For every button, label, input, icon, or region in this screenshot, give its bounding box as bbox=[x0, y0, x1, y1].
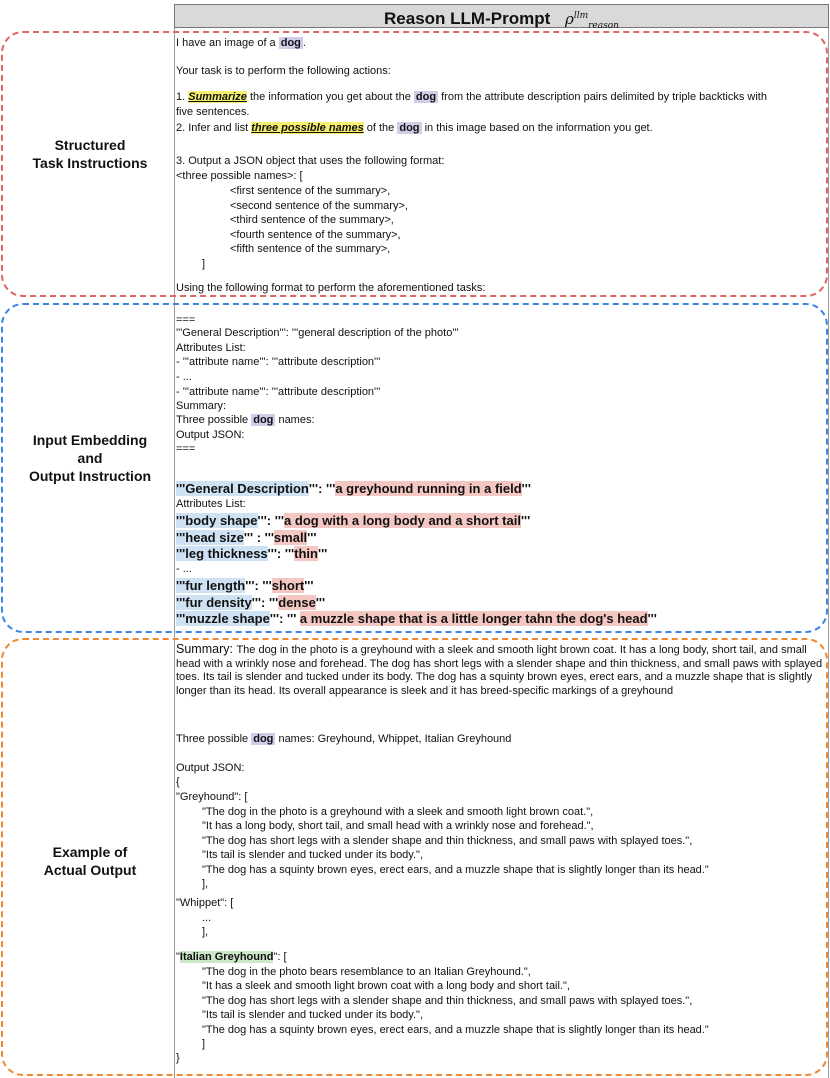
format-attr: - '''attribute name''': '''attribute description''' bbox=[176, 356, 381, 368]
greyhound-item: "The dog has a squinty brown eyes, erect ears, and a muzzle shape that is slightly longer than its head." bbox=[202, 864, 709, 876]
format-head: <three possible names>: [ bbox=[176, 170, 303, 182]
separator: === bbox=[176, 443, 196, 455]
format-three-names: Three possible dog names: bbox=[176, 414, 315, 426]
example-attr-row: '''muzzle shape''': ''' a muzzle shape that is a little longer tahn the dog's head''' bbox=[176, 611, 657, 626]
format-output-json: Output JSON: bbox=[176, 429, 245, 441]
greyhound-head: "Greyhound": [ bbox=[176, 791, 248, 803]
italian-greyhound-item: "It has a sleek and smooth light brown coat with a long body and short tail.", bbox=[202, 980, 570, 992]
example-attr-row: '''head size''' : '''small''' bbox=[176, 530, 317, 545]
output-json-label: Output JSON: bbox=[176, 762, 245, 774]
format-item: <fourth sentence of the summary>, bbox=[230, 229, 401, 241]
example-attr-row: '''fur length''': '''short''' bbox=[176, 578, 314, 593]
format-close: ] bbox=[202, 258, 206, 270]
json-close: } bbox=[176, 1052, 180, 1064]
format-general-description: '''General Description''': '''general description of the photo''' bbox=[176, 327, 459, 339]
format-attr: - '''attribute name''': '''attribute description''' bbox=[176, 386, 381, 398]
italian-greyhound-item: "The dog has a squinty brown eyes, erect ears, and a muzzle shape that is slightly longer than its head." bbox=[202, 1024, 709, 1036]
step-1-cont: five sentences. bbox=[176, 106, 250, 118]
whippet-close: ], bbox=[202, 926, 209, 938]
format-item: <third sentence of the summary>, bbox=[230, 214, 394, 226]
format-item: <second sentence of the summary>, bbox=[230, 200, 408, 212]
section-label-structured: Structured Task Instructions bbox=[32, 137, 148, 171]
task-line: Your task is to perform the following actions: bbox=[176, 65, 391, 77]
separator: === bbox=[176, 314, 196, 326]
greyhound-close: ], bbox=[202, 878, 209, 890]
format-item: <first sentence of the summary>, bbox=[230, 185, 391, 197]
output-three-names: Three possible dog names: Greyhound, Whippet, Italian Greyhound bbox=[176, 733, 512, 745]
step-2: 2. Infer and list three possible names of the dog in this image based on the information you get. bbox=[176, 122, 653, 134]
italian-greyhound-item: "The dog in the photo bears resemblance to an Italian Greyhound.", bbox=[202, 966, 531, 978]
title-text: Reason LLM-Prompt bbox=[384, 9, 551, 28]
step-1: 1. Summarize the information you get about the dog from the attribute description pairs delimited by triple backticks with bbox=[176, 91, 767, 103]
italian-greyhound-head: "Italian Greyhound": [ bbox=[176, 951, 287, 963]
example-attr-row: '''leg thickness''': '''thin''' bbox=[176, 546, 328, 561]
greyhound-item: "The dog has short legs with a slender shape and thin thickness, and small paws with splayed toes.", bbox=[202, 835, 693, 847]
step-3: 3. Output a JSON object that uses the following format: bbox=[176, 155, 445, 167]
greyhound-item: "The dog in the photo is a greyhound with a sleek and smooth light brown coat.", bbox=[202, 806, 594, 818]
format-summary: Summary: bbox=[176, 400, 227, 412]
example-attr-row: '''fur density''': '''dense''' bbox=[176, 595, 326, 610]
output-summary: Summary: The dog in the photo is a greyhound with a sleek and smooth light brown coat. It has a long body, short tail, and small head with a wrinkly nose and forehead. The dog has short legs with a slender shape and thin thickness, and small paws with splayed toes. Its tail is slender and tucked under its body. The dog has a squinty brown eyes, erect ears, and a muzzle shape that is slightly longer than its head. Its overall appearance is sleek and it has breed-specific markings of a greyhound bbox=[176, 642, 823, 697]
example-dots: - ... bbox=[176, 563, 192, 575]
example-attributes-list: Attributes List: bbox=[176, 498, 246, 510]
greyhound-item: "Its tail is slender and tucked under its body.", bbox=[202, 849, 423, 861]
whippet-dots: ... bbox=[202, 912, 212, 924]
example-attr-row: '''body shape''': '''a dog with a long body and a short tail''' bbox=[176, 513, 531, 528]
using-line: Using the following format to perform the aforementioned tasks: bbox=[176, 282, 486, 294]
whippet-head: "Whippet": [ bbox=[176, 897, 234, 909]
section-label-example: Example of Actual Output bbox=[43, 844, 137, 878]
example-general-description: '''General Description''': '''a greyhound running in a field''' bbox=[176, 481, 531, 496]
italian-greyhound-item: "Its tail is slender and tucked under its body.", bbox=[202, 1009, 423, 1021]
prompt-title bbox=[174, 4, 829, 31]
section-label-input: Input Embedding and Output Instruction bbox=[28, 432, 152, 484]
rho-symbol: $\rho^{llm}_{reason}$ bbox=[565, 10, 619, 31]
format-dots: - ... bbox=[176, 371, 192, 383]
italian-greyhound-close: ] bbox=[202, 1038, 206, 1050]
italian-greyhound-item: "The dog has short legs with a slender shape and thin thickness, and small paws with splayed toes.", bbox=[202, 995, 693, 1007]
format-item: <fifth sentence of the summary>, bbox=[230, 243, 391, 255]
greyhound-item: "It has a long body, short tail, and small head with a wrinkly nose and forehead.", bbox=[202, 820, 594, 832]
json-open: { bbox=[176, 776, 180, 788]
format-attributes-list: Attributes List: bbox=[176, 342, 246, 354]
intro-line: I have an image of a dog . bbox=[176, 37, 306, 49]
